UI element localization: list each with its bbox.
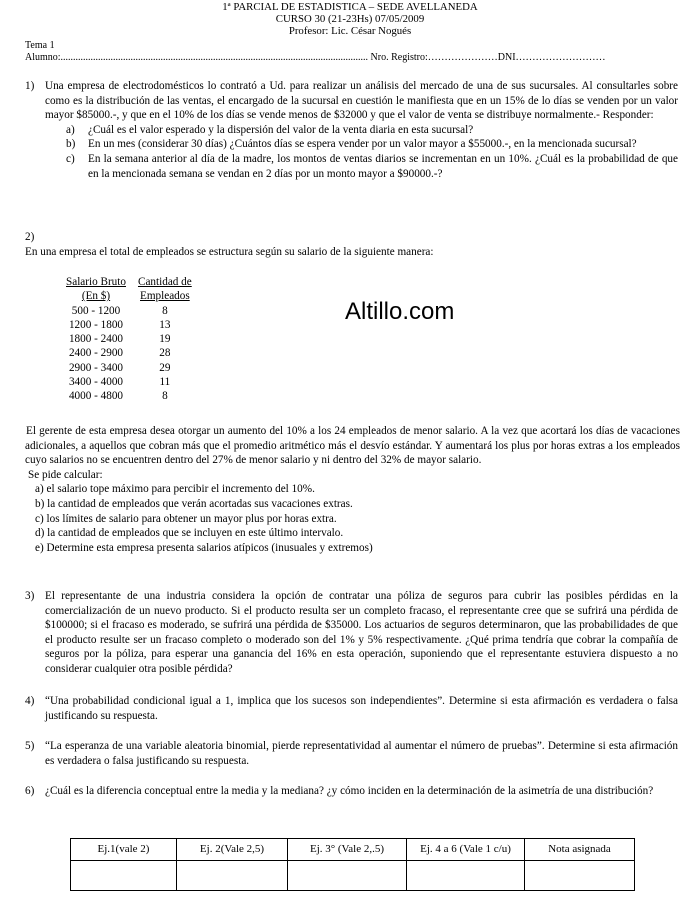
salary-table <box>60 275 198 404</box>
question-5 <box>25 739 678 768</box>
column-header: Salario Bruto <box>66 276 126 288</box>
table-row <box>60 375 198 389</box>
employee-count: 19 <box>159 333 171 346</box>
salary-range: 4000 - 4800 <box>68 390 124 403</box>
question-4 <box>25 694 678 723</box>
question-3 <box>25 589 678 677</box>
question-text: ¿Cuál es la diferencia conceptual entre la media y la mediana? ¿y cómo inciden en la determinación de la asimetría de una distribución? <box>45 785 654 797</box>
grade-header: Ej. 3° (Vale 2,.5) <box>288 839 407 861</box>
question-number: 2) <box>25 231 35 243</box>
question-text: “Una probabilidad condicional igual a 1, implica que los sucesos son independientes”. Determine si esta afirmación es verdadera o falsa justificando su respuesta. <box>45 695 678 722</box>
sub-item-label: b) <box>66 138 76 151</box>
question-intro: En una empresa el total de empleados se estructura según su salario de la siguiente manera: <box>25 245 434 258</box>
tema-label: Tema 1 <box>25 40 55 51</box>
question-number: 1) <box>25 80 35 92</box>
sub-item-label: c) <box>66 152 75 165</box>
question-1 <box>25 79 678 181</box>
grade-table <box>70 838 635 891</box>
alumno-line: Alumno:........................................................................................................................... Nro. Registro:…………………DNI……………………… <box>25 52 606 63</box>
question-number: 4) <box>25 695 35 707</box>
salary-range: 2400 - 2900 <box>68 347 124 360</box>
question-6 <box>25 784 678 799</box>
sub-item <box>66 137 678 152</box>
employee-count: 13 <box>159 318 171 331</box>
watermark: Altillo.com <box>345 298 455 325</box>
sub-item-text: En la semana anterior al día de la madre, los montos de ventas diarios se incrementan en un 10%. ¿Cuál es la probabilidad de que en la mencionada semana se vendan en 2 días por un monto mayor a $90000.-? <box>88 152 678 180</box>
sub-item <box>66 152 678 181</box>
grade-header: Ej. 2(Vale 2,5) <box>177 839 288 861</box>
exam-professor: Profesor: Lic. César Nogués <box>288 25 412 37</box>
sub-item: a) el salario tope máximo para percibir el incremento del 10%. <box>35 483 315 496</box>
question-text: “La esperanza de una variable aleatoria binomial, pierde representatividad al aumentar el número de pruebas”. Determine si esta afirmación es verdadera o falsa justificando su respuesta. <box>45 740 678 767</box>
sub-item: e) Determine esta empresa presenta salarios atípicos (inusuales y extremos) <box>35 541 373 554</box>
salary-range: 500 - 1200 <box>71 304 121 317</box>
grade-cell[interactable] <box>407 861 525 891</box>
grade-cell[interactable] <box>71 861 177 891</box>
table-row <box>60 318 198 332</box>
question-paragraph: El gerente de esta empresa desea otorgar un aumento del 10% a los 24 empleados de menor salario. A la vez que acortará los días de vacaciones adicionales, a aquellos que cobran más que el promedio aritmético más el desvío estándar. Y aumentará los plus por horas extras a los empleados cuyo salarios no se encuentren dentro del 27% de menor salario y ni dentro del 32% de mayor salario. <box>25 425 680 467</box>
sub-item: b) la cantidad de empleados que verán acortadas sus vacaciones extras. <box>35 497 353 510</box>
sub-item-text: En un mes (considerar 30 días) ¿Cuántos días se espera vender por un valor mayor a $55000.-, en la mencionada sucursal? <box>88 138 637 151</box>
grade-header: Ej.1(vale 2) <box>71 839 177 861</box>
question-text: El representante de una industria considera la opción de contratar una póliza de seguros para cubrir las posibles pérdidas en la comercialización de un nuevo producto. Si el producto resulta ser un completo fracaso, el representante cree que se sufrirá una pérdida de $100000; si el fracaso es moderado, se sufrirá una pérdida de $35000. Los actuarios de seguros determinaron, que las probabilidades de que el producto resulte ser un fracaso completo o moderado son del 1% y 5% respectivamente. ¿Qué prima tendría que cobrar la compañía de seguros por la póliza, para esperar una ganancia del 16% en esta operación, suponiendo que el representante estuviera dispuesto a no considerar cualquier otra posible pérdida? <box>45 590 678 675</box>
sub-item <box>66 123 678 138</box>
question-number: 5) <box>25 740 35 752</box>
employee-count: 8 <box>162 390 168 403</box>
column-header: (En $) <box>81 290 111 303</box>
table-row <box>60 332 198 346</box>
column-header: Cantidad de <box>137 276 192 288</box>
table-row <box>60 346 198 360</box>
employee-count: 8 <box>162 304 168 317</box>
sub-item-label: a) <box>66 123 75 136</box>
grade-header: Nota asignada <box>525 839 635 861</box>
grade-cell[interactable] <box>288 861 407 891</box>
question-ask: Se pide calcular: <box>28 468 103 481</box>
question-number: 6) <box>25 785 35 797</box>
question-number: 3) <box>25 590 35 602</box>
exam-course: CURSO 30 (21-23Hs) 07/05/2009 <box>275 13 425 25</box>
grade-cell[interactable] <box>525 861 635 891</box>
exam-header <box>0 0 700 37</box>
salary-range: 1800 - 2400 <box>68 333 124 346</box>
table-row <box>60 304 198 318</box>
salary-range: 2900 - 3400 <box>68 361 124 374</box>
employee-count: 29 <box>159 361 171 374</box>
table-row <box>60 389 198 403</box>
question-text: Una empresa de electrodomésticos lo contrató a Ud. para realizar un análisis del mercado de una de sus sucursales. Al consultarles sobre como es la distribución de las ventas, el encargado de la sucursal en cuestión le manifiesta que en un 15% de lo días se venden por un valor mayor $85000.-, y que en el 10% de los días se vende menos de $32000 y que el valor de venta se distribuye normalmente.- Responder: <box>45 80 678 122</box>
employee-count: 28 <box>159 347 171 360</box>
grade-header: Ej. 4 a 6 (Vale 1 c/u) <box>407 839 525 861</box>
table-row <box>60 361 198 375</box>
student-info <box>25 40 606 64</box>
question-2-body <box>25 424 680 555</box>
sub-item: c) los límites de salario para obtener un mayor plus por horas extra. <box>35 512 337 525</box>
grade-cell[interactable] <box>177 861 288 891</box>
salary-range: 1200 - 1800 <box>68 318 124 331</box>
column-header: Empleados <box>140 290 190 303</box>
salary-range: 3400 - 4000 <box>68 376 124 389</box>
exam-title: 1ª PARCIAL DE ESTADISTICA – SEDE AVELLANEDA <box>222 1 478 13</box>
sub-item-text: ¿Cuál es el valor esperado y la dispersión del valor de la venta diaria en esta sucursal? <box>88 123 474 136</box>
sub-item: d) la cantidad de empleados que se incluyen en este último intervalo. <box>35 527 344 540</box>
question-2-heading <box>25 230 680 259</box>
employee-count: 11 <box>159 376 171 389</box>
